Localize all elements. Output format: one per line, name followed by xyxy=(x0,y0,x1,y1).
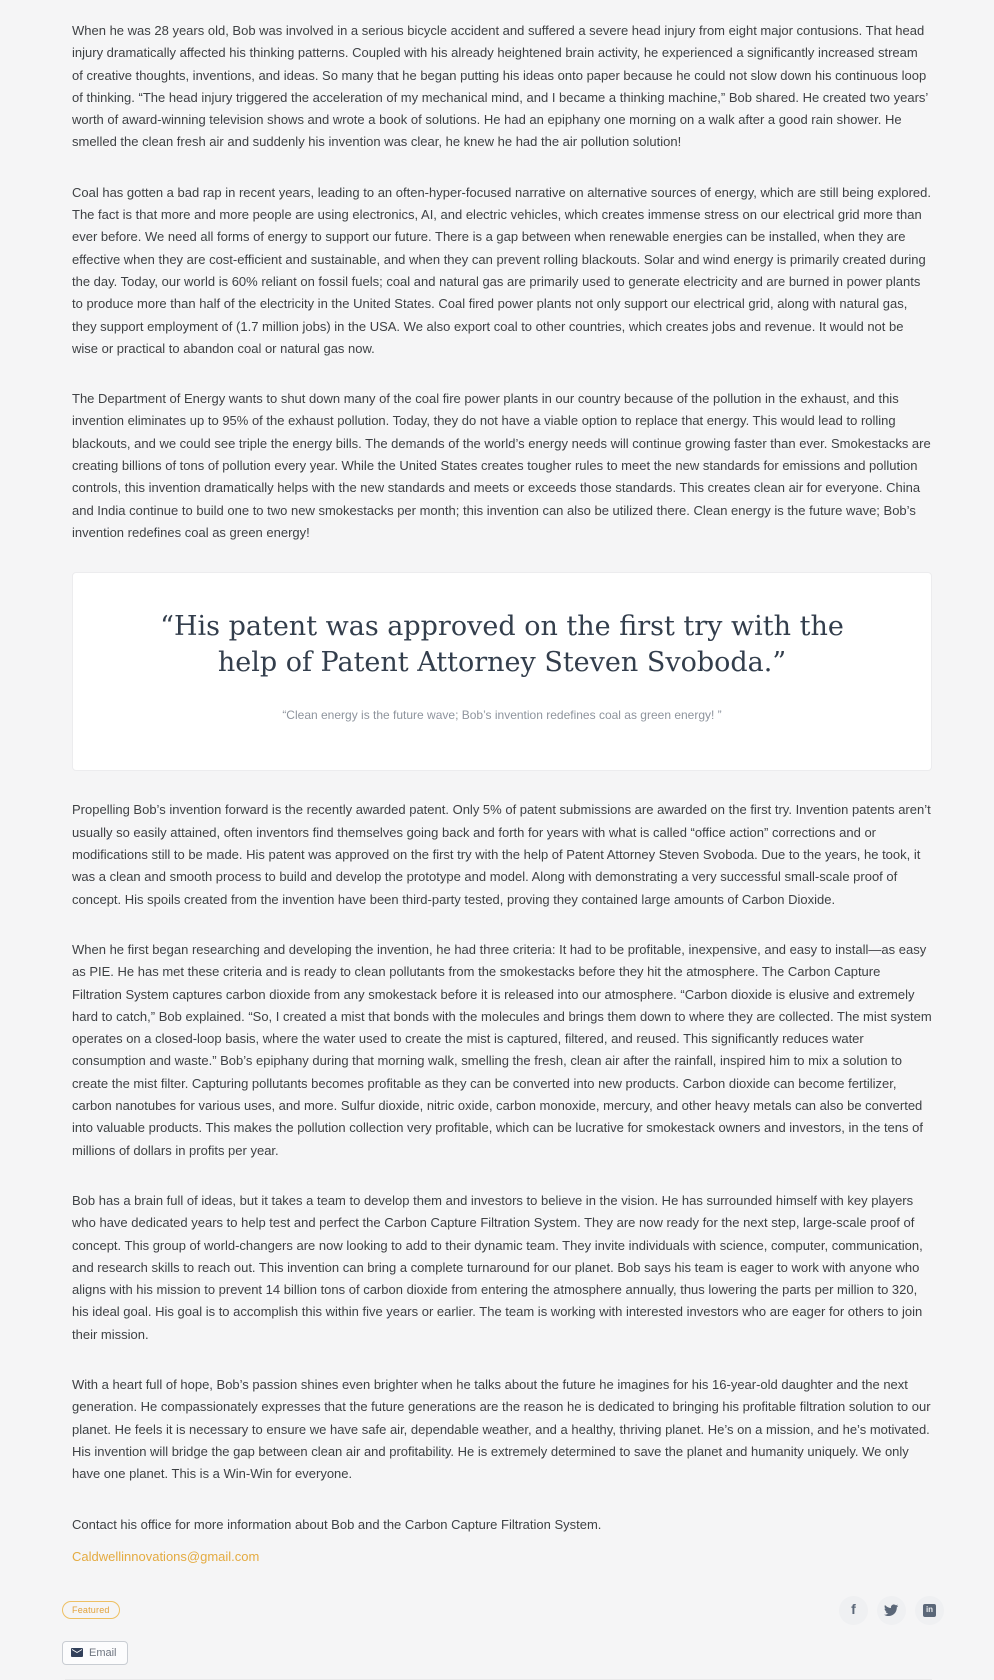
linkedin-share-button[interactable] xyxy=(915,1596,944,1625)
email-address-link[interactable]: Caldwellinnovations@gmail.com xyxy=(72,1548,260,1564)
share-row xyxy=(0,1625,994,1665)
article-paragraph: When he was 28 years old, Bob was involved in a serious bicycle accident and suffered a severe head injury from eight major contusions. That head injury dramatically affected his thinking patterns. Coupled with his already heightened brain activity, he experienced a significantly increased stream of creative thoughts, inventions, and ideas. So many that he began putting his ideas onto paper because he could not slow down his continuous loop of thinking. “The head injury triggered the acceleration of my mechanical mind, and I became a thinking machine,” Bob shared. He created two years’ worth of award-winning television shows and wrote a book of solutions. He had an epiphany one morning on a walk after a good rain shower. He smelled the clean fresh air and suddenly his invention was clear, he knew he had the air pollution solution! xyxy=(72,23,928,150)
quote-text: “His patent was approved on the first try with the help of Patent Attorney Steven Svoboda.” xyxy=(160,611,844,678)
quote-subtext: “Clean energy is the future wave; Bob’s invention redefines coal as green energy! ” xyxy=(282,708,722,723)
envelope-icon xyxy=(71,1648,83,1658)
article-paragraph: Propelling Bob’s invention forward is the recently awarded patent. Only 5% of patent submissions are awarded on the first try. Invention patents aren’t usually so easily attained, often inventors find themselves going back and forth for years with what is called “office action” corrections and or modifications still to be made. His patent was approved on the first try with the help of Patent Attorney Steven Svoboda. Due to the years, he took, it was a clean and smooth process to build and develop the prototype and model. Along with demonstrating a very successful small-scale proof of concept. His spoils created from the invention have been third-party tested, proving they contained large amounts of Carbon Dioxide. xyxy=(72,802,931,907)
linkedin-icon: in xyxy=(923,1604,936,1617)
article-paragraph: When he first began researching and developing the invention, he had three criteria: It had to be profitable, inexpensive, and easy to install—as easy as PIE. He has met these criteria and is ready to clean pollutants from the smokestacks before they hit the atmosphere. The Carbon Capture Filtration System captures carbon dioxide from any smokestack before it is released into our atmosphere. “Carbon dioxide is elusive and extremely hard to catch,” Bob explained. “So, I created a mist that bonds with the molecules and brings them down to where they are collected. The mist system operates on a closed-loop basis, where the water used to create the mist is captured, filtered, and reused. This significantly reduces water consumption and waste.” Bob’s epiphany during that morning walk, smelling the fresh, clean air after the rainfall, inspired him to mix a solution to create the mist filter. Capturing pollutants becomes profitable as they can be converted into new products. Carbon dioxide can become fertilizer, carbon nanotubes for various uses, and more. Sulfur dioxide, nitric oxide, carbon monoxide, mercury, and other heavy metals can also be converted into valuable products. This makes the pollution collection very profitable, which can be lucrative for smokestack owners and investors, in the tens of millions of dollars in profits per year. xyxy=(72,941,932,1158)
contact-line: Contact his office for more information about Bob and the Carbon Capture Filtration System. xyxy=(72,1516,602,1532)
email-share-button[interactable] xyxy=(62,1641,128,1665)
article-paragraph: The Department of Energy wants to shut down many of the coal fire power plants in our country because of the pollution in the exhaust, and this invention eliminates up to 95% of the exhaust pollution. Today, they do not have a viable option to replace that energy. This would lead to rolling blackouts, and we could see triple the energy bills. The demands of the world’s energy needs will continue growing faster than ever. Smokestacks are creating billions of tons of pollution every year. While the United States creates tougher rules to meet the new standards for emissions and pollution controls, this invention dramatically helps with the new standards and meets or exceeds those standards. This creates clean air for everyone. China and India continue to build one to two new smokestacks per month; this invention can also be utilized there. Clean energy is the future wave; Bob’s invention redefines coal as green energy! xyxy=(72,391,931,540)
facebook-share-button[interactable] xyxy=(839,1596,868,1625)
quote-card xyxy=(72,572,932,771)
email-button-label: Email xyxy=(89,1646,117,1659)
twitter-icon xyxy=(884,1604,899,1617)
twitter-share-button[interactable] xyxy=(877,1596,906,1625)
article-paragraph: Coal has gotten a bad rap in recent years, leading to an often-hyper-focused narrative on alternative sources of energy, which are still being explored. The fact is that more and more people are using electronics, AI, and electric vehicles, which creates immense stress on our electrical grid more than ever before. We need all forms of energy to support our future. There is a gap between when renewable energies can be installed, when they are effective when they are cost-efficient and sustainable, and when they can prevent rolling blackouts. Solar and wind energy is primarily created during the day. Today, our world is 60% reliant on fossil fuels; coal and natural gas are primarily used to generate electricity and are burned in power plants to produce more than half of the electricity in the United States. Coal fired power plants not only support our electrical grid, along with natural gas, they support employment of (1.7 million jobs) in the USA. We also export coal to other countries, which creates jobs and revenue. It would not be wise or practical to abandon coal or natural gas now. xyxy=(72,184,931,356)
article-paragraph: With a heart full of hope, Bob’s passion shines even brighter when he talks about the future he imagines for his 16-year-old daughter and the next generation. He compassionately expresses that the future generations are the reason he is dedicated to bringing his profitable filtration solution to our planet. He feels it is necessary to ensure we have safe air, dependable weather, and a healthy, thriving planet. He’s on a mission, and he’s motivated. His invention will bridge the gap between clean air and profitability. He is extremely determined to save the planet and humanity uniquely. We only have one planet. This is a Win-Win for everyone. xyxy=(72,1377,931,1482)
article-paragraph: Bob has a brain full of ideas, but it takes a team to develop them and investors to believe in the vision. He has surrounded himself with key players who have dedicated years to help test and perfect the Carbon Capture Filtration System. They are now ready for the next step, large-scale proof of concept. This group of world-changers are now looking to add to their dynamic team. They invite individuals with science, computer, communication, and research skills to reach out. This invention can bring a complete turnaround for our planet. Bob says his team is eager to work with anyone who aligns with his mission to prevent 14 billion tons of carbon dioxide from entering the atmosphere annually, thus lowering the parts per million to 320, his ideal goal. His goal is to accomplish this within five years or earlier. The team is working with interested investors who are eager for others to join their mission. xyxy=(72,1192,923,1342)
social-share-icons xyxy=(839,1596,944,1625)
article-meta-row xyxy=(0,1570,994,1625)
featured-badge[interactable]: Featured xyxy=(62,1601,120,1619)
facebook-icon: f xyxy=(851,1601,856,1618)
